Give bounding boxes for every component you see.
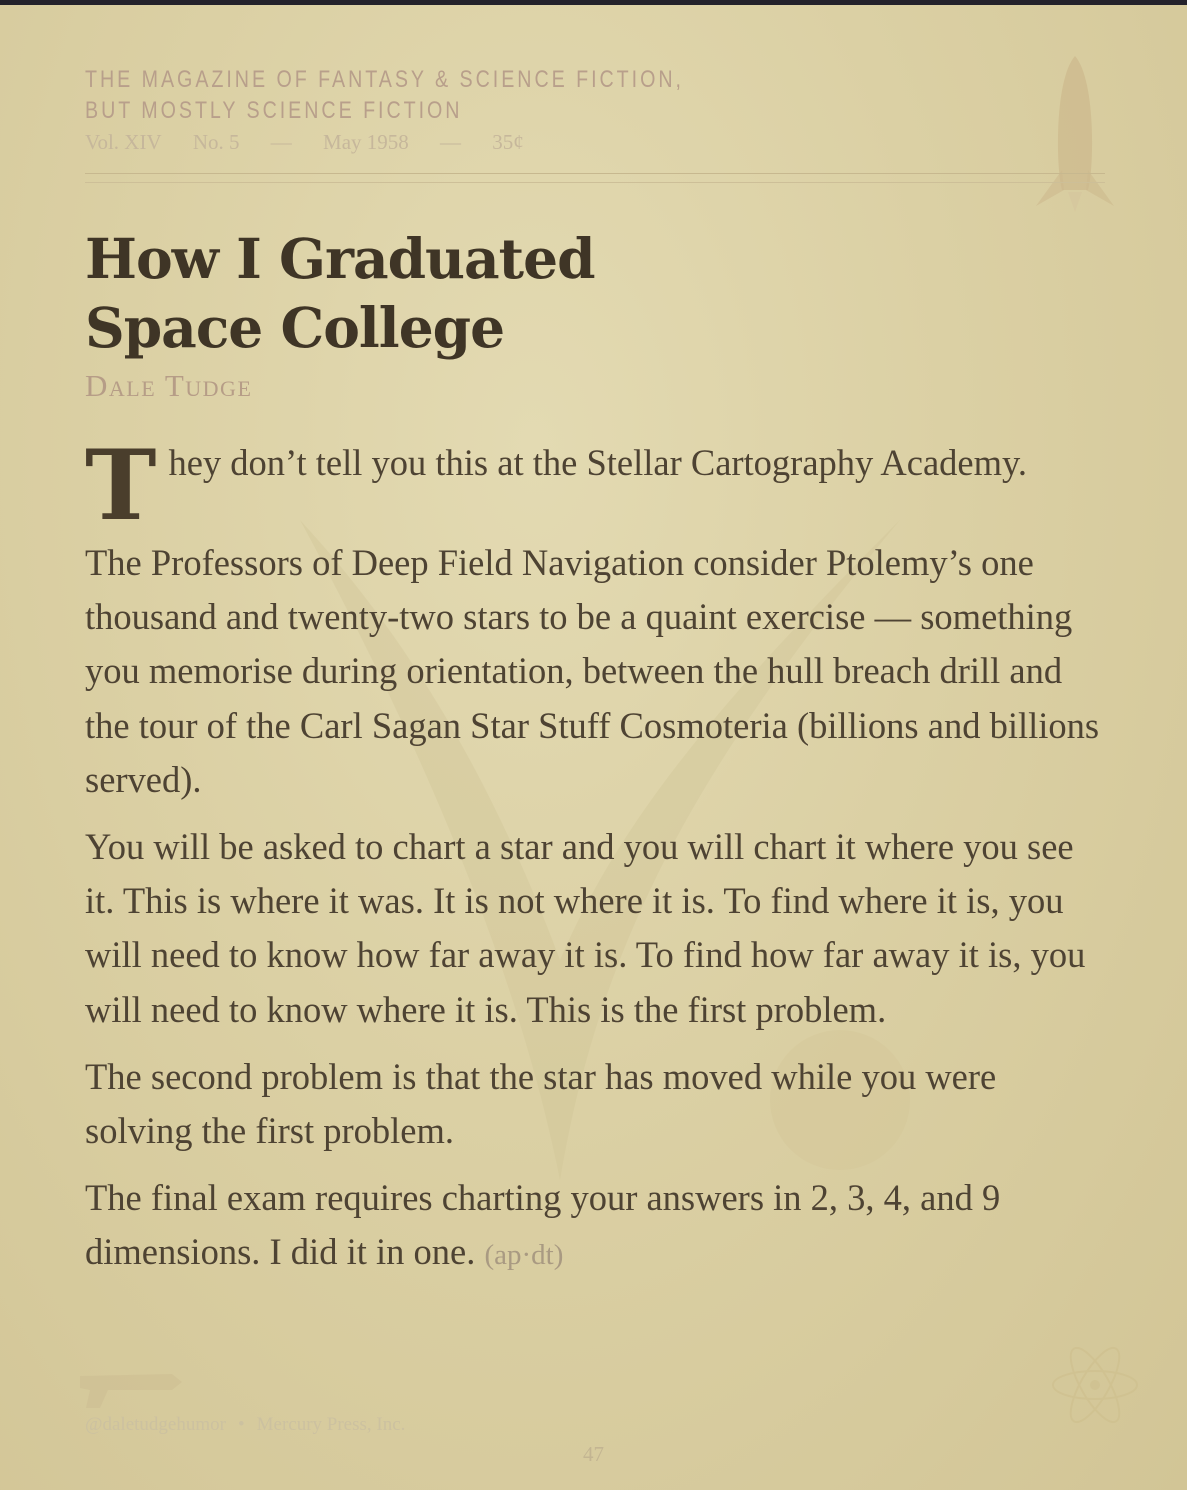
footer-credits bbox=[85, 1414, 405, 1436]
volume: Vol. XIV bbox=[85, 130, 162, 154]
paragraph: The Professors of Deep Field Navigation consider Ptolemy’s one thousand and twenty-two stars to be a quaint exercise — something you memorise during orientation, between the hull breach drill and the tour of the Carl Sagan Star Stuff Cosmoteria (billions and billions served). bbox=[85, 542, 1100, 800]
bullet: • bbox=[237, 1414, 245, 1435]
separator: — bbox=[270, 130, 292, 154]
paragraph bbox=[85, 1171, 1110, 1282]
masthead bbox=[85, 64, 1105, 155]
signoff: (ap·dt) bbox=[484, 1239, 564, 1272]
story-title bbox=[85, 224, 785, 362]
paragraph bbox=[85, 429, 1110, 542]
page-number: 47 bbox=[583, 1442, 604, 1466]
title-line-1: How I Graduated bbox=[85, 226, 595, 291]
price: 35¢ bbox=[492, 130, 524, 154]
paragraph: You will be asked to chart a star and you will chart it where you see it. This is where it was. It is not where it is. To find where it is, you will need to know how far away it is. To find how far away it is, you will need to know where it is. This is the first problem. bbox=[85, 826, 1086, 1030]
issue-number: No. 5 bbox=[192, 130, 240, 154]
paragraph-text: hey don’t tell you this at the Stellar Cartography Academy. bbox=[168, 442, 1028, 483]
story-body bbox=[85, 429, 1110, 1296]
issue-info bbox=[85, 130, 1105, 155]
masthead-line-2: BUT MOSTLY SCIENCE FICTION bbox=[85, 97, 463, 124]
paragraph-text: The final exam requires charting your answers in 2, 3, 4, and 9 dimensions. I did it in one. bbox=[85, 1177, 1001, 1273]
masthead-rule bbox=[85, 173, 1105, 174]
publisher: Mercury Press, Inc. bbox=[256, 1414, 406, 1435]
drop-cap: T bbox=[85, 429, 157, 542]
social-handle: @daletudgehumor bbox=[85, 1414, 226, 1435]
ray-gun-icon bbox=[72, 1366, 192, 1416]
separator: — bbox=[440, 130, 462, 154]
title-line-2: Space College bbox=[85, 295, 505, 360]
masthead-rule bbox=[85, 182, 1105, 183]
author-byline: Dale Tudge bbox=[85, 368, 253, 403]
issue-date: May 1958 bbox=[323, 130, 409, 154]
masthead-line-1: THE MAGAZINE OF FANTASY & SCIENCE FICTION, bbox=[85, 66, 684, 93]
atom-icon bbox=[1045, 1340, 1145, 1430]
paragraph: The second problem is that the star has moved while you were solving the first problem. bbox=[85, 1055, 997, 1152]
top-border bbox=[0, 0, 1187, 5]
